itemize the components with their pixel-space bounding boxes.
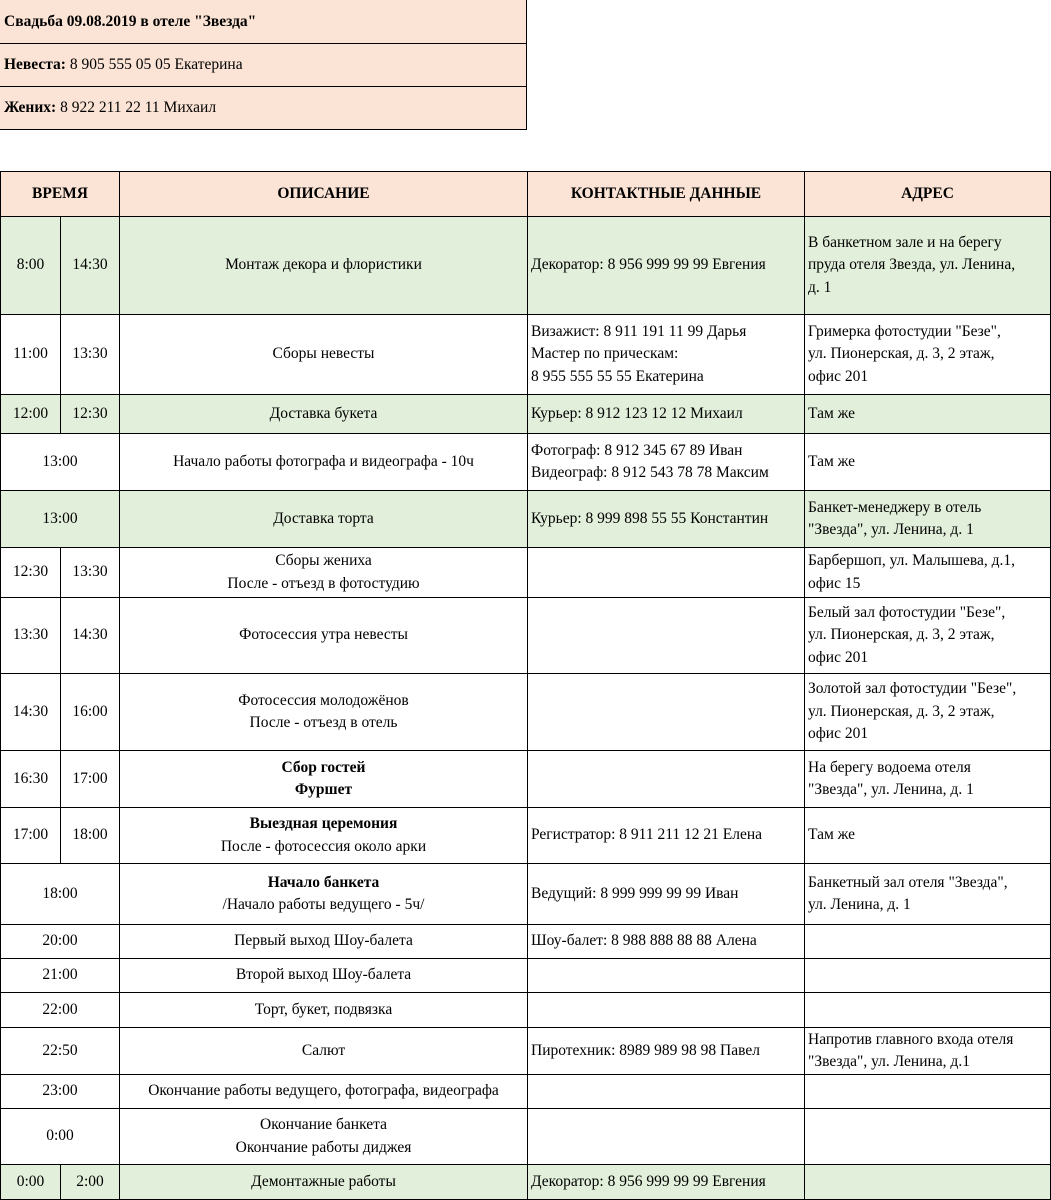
cell-line: Мастер по прическам: bbox=[531, 345, 679, 363]
cell-line: офис 15 bbox=[808, 574, 861, 592]
cell-line: В банкетном зале и на берегу bbox=[808, 233, 1002, 251]
address-cell bbox=[805, 1028, 1051, 1075]
end-time-cell: 17:00 bbox=[61, 751, 120, 808]
end-time-cell: 13:30 bbox=[61, 548, 120, 598]
cell-line: офис 201 bbox=[808, 725, 869, 743]
cell-line: Первый выход Шоу-балета bbox=[234, 932, 413, 950]
time-cell: 20:00 bbox=[1, 925, 120, 959]
cell-line: Визажист: 8 911 191 11 99 Дарья bbox=[531, 322, 747, 340]
cell-line: Напротив главного входа отеля bbox=[808, 1030, 1014, 1048]
cell-line: ул. Ленина, д. 1 bbox=[808, 896, 911, 913]
start-time-cell: 12:30 bbox=[1, 548, 61, 598]
contacts-cell bbox=[528, 925, 805, 959]
cell-line: Второй выход Шоу-балета bbox=[235, 966, 412, 984]
address-cell bbox=[805, 751, 1051, 808]
contacts-cell bbox=[528, 1165, 805, 1200]
cell-line: Золотой зал фотостудии "Безе", bbox=[808, 680, 1017, 698]
table-row bbox=[1, 959, 1051, 993]
start-time-cell: 12:00 bbox=[1, 395, 61, 434]
contacts-cell bbox=[528, 598, 805, 674]
contacts-cell bbox=[528, 548, 805, 598]
contacts-cell bbox=[528, 959, 805, 993]
cell-line: Белый зал фотостудии "Безе", bbox=[808, 603, 1006, 621]
cell-line: Фотосессия молодожёнов bbox=[238, 691, 409, 709]
cell-line: Барбершоп, ул. Малышева, д.1, bbox=[808, 552, 1016, 569]
address-cell bbox=[805, 959, 1051, 993]
cell-line: Курьер: 8 912 123 12 12 Михаил bbox=[531, 404, 743, 422]
header-description: ОПИСАНИЕ bbox=[120, 172, 528, 217]
cell-line: После - отъезд в фотостудию bbox=[227, 574, 420, 592]
cell-line: д. 1 bbox=[808, 278, 832, 296]
cell-line: Шоу-балет: 8 988 888 88 88 Алена bbox=[531, 932, 757, 950]
description-cell bbox=[120, 491, 528, 548]
cell-line: Ведущий: 8 999 999 99 99 Иван bbox=[531, 884, 739, 902]
address-cell bbox=[805, 548, 1051, 598]
time-cell: 0:00 bbox=[1, 1109, 120, 1165]
cell-line: Выездная церемония bbox=[249, 815, 398, 832]
table-row bbox=[1, 434, 1051, 491]
address-cell bbox=[805, 925, 1051, 959]
time-cell: 23:00 bbox=[1, 1075, 120, 1109]
cell-line: /Начало работы ведущего - 5ч/ bbox=[222, 896, 425, 913]
cell-line: Видеограф: 8 912 543 78 78 Максим bbox=[531, 464, 769, 481]
cell-line: "Звезда", ул. Ленина, д. 1 bbox=[808, 781, 974, 798]
description-cell bbox=[120, 674, 528, 751]
contacts-cell bbox=[528, 993, 805, 1028]
cell-line: Начало банкета bbox=[267, 873, 380, 891]
cell-line: Там же bbox=[808, 452, 856, 470]
cell-line: Банкетный зал отеля "Звезда", bbox=[808, 873, 1008, 891]
contacts-cell bbox=[528, 751, 805, 808]
header-time: ВРЕМЯ bbox=[1, 172, 120, 217]
cell-line: Монтаж декора и флористики bbox=[225, 256, 422, 274]
cell-line: ул. Пионерская, д. 3, 2 этаж, bbox=[808, 345, 995, 363]
table-row bbox=[1, 808, 1051, 864]
table-row bbox=[1, 751, 1051, 808]
address-cell bbox=[805, 434, 1051, 491]
cell-line: Фуршет bbox=[294, 781, 353, 798]
description-cell bbox=[120, 993, 528, 1028]
cell-line: Сбор гостей bbox=[281, 758, 366, 776]
bride-info: Невеста: 8 905 555 05 05 Екатерина bbox=[0, 44, 527, 87]
table-row bbox=[1, 217, 1051, 315]
cell-line: Начало работы фотографа и видеографа - 10ч bbox=[173, 452, 474, 470]
description-cell bbox=[120, 751, 528, 808]
description-cell bbox=[120, 1109, 528, 1165]
end-time-cell: 2:00 bbox=[61, 1165, 120, 1200]
table-row bbox=[1, 548, 1051, 598]
description-cell bbox=[120, 598, 528, 674]
end-time-cell: 14:30 bbox=[61, 217, 120, 315]
cell-line: Фотосессия утра невесты bbox=[239, 626, 408, 644]
cell-line: Фотограф: 8 912 345 67 89 Иван bbox=[531, 441, 743, 459]
address-cell bbox=[805, 1165, 1051, 1200]
cell-line: Сборы невесты bbox=[272, 345, 375, 363]
table-row bbox=[1, 1109, 1051, 1165]
time-cell: 22:00 bbox=[1, 993, 120, 1028]
header-contacts: КОНТАКТНЫЕ ДАННЫЕ bbox=[528, 172, 805, 217]
start-time-cell: 0:00 bbox=[1, 1165, 61, 1200]
event-title: Свадьба 09.08.2019 в отеле "Звезда" bbox=[0, 0, 527, 44]
start-time-cell: 11:00 bbox=[1, 315, 61, 395]
end-time-cell: 13:30 bbox=[61, 315, 120, 395]
description-cell bbox=[120, 864, 528, 925]
description-cell bbox=[120, 217, 528, 315]
cell-line: Гримерка фотостудии "Безе", bbox=[808, 322, 1001, 340]
table-row bbox=[1, 1075, 1051, 1109]
time-cell: 13:00 bbox=[1, 434, 120, 491]
start-time-cell: 17:00 bbox=[1, 808, 61, 864]
cell-line: Пиротехник: 8989 989 98 98 Павел bbox=[531, 1041, 760, 1059]
contacts-cell bbox=[528, 864, 805, 925]
event-header bbox=[0, 0, 527, 130]
table-row bbox=[1, 1028, 1051, 1075]
description-cell bbox=[120, 808, 528, 864]
cell-line: ул. Пионерская, д. 3, 2 этаж, bbox=[808, 702, 995, 720]
time-cell: 18:00 bbox=[1, 864, 120, 925]
table-row bbox=[1, 491, 1051, 548]
time-cell: 13:00 bbox=[1, 491, 120, 548]
cell-line: Окончание работы ведущего, фотографа, видеографа bbox=[148, 1082, 499, 1100]
end-time-cell: 16:00 bbox=[61, 674, 120, 751]
description-cell bbox=[120, 925, 528, 959]
contacts-cell bbox=[528, 217, 805, 315]
address-cell bbox=[805, 598, 1051, 674]
cell-line: Салют bbox=[301, 1041, 346, 1059]
cell-line: Демонтажные работы bbox=[251, 1172, 396, 1190]
table-header-row bbox=[1, 172, 1051, 217]
address-cell bbox=[805, 395, 1051, 434]
contacts-cell bbox=[528, 1109, 805, 1165]
cell-line: офис 201 bbox=[808, 648, 869, 666]
cell-line: Курьер: 8 999 898 55 55 Константин bbox=[531, 509, 769, 527]
description-cell bbox=[120, 959, 528, 993]
cell-line: офис 201 bbox=[808, 367, 869, 385]
start-time-cell: 14:30 bbox=[1, 674, 61, 751]
contacts-cell bbox=[528, 808, 805, 864]
table-row bbox=[1, 674, 1051, 751]
cell-line: После - отъезд в отель bbox=[249, 714, 398, 731]
cell-line: Там же bbox=[808, 404, 856, 422]
contacts-cell bbox=[528, 315, 805, 395]
cell-line: Доставка букета bbox=[269, 404, 378, 422]
address-cell bbox=[805, 1109, 1051, 1165]
address-cell bbox=[805, 993, 1051, 1028]
cell-line: Окончание работы диджея bbox=[235, 1138, 412, 1156]
cell-line: Торт, букет, подвязка bbox=[254, 1000, 393, 1018]
groom-info: Жених: 8 922 211 22 11 Михаил bbox=[0, 87, 527, 130]
end-time-cell: 14:30 bbox=[61, 598, 120, 674]
description-cell bbox=[120, 548, 528, 598]
contacts-cell bbox=[528, 674, 805, 751]
cell-line: Там же bbox=[808, 826, 856, 844]
cell-line: ул. Пионерская, д. 3, 2 этаж, bbox=[808, 626, 995, 644]
cell-line: Сборы жениха bbox=[275, 552, 372, 569]
contacts-cell bbox=[528, 1075, 805, 1109]
address-cell bbox=[805, 1075, 1051, 1109]
cell-line: "Звезда", ул. Ленина, д.1 bbox=[808, 1053, 970, 1070]
cell-line: Окончание банкета bbox=[260, 1116, 387, 1133]
description-cell bbox=[120, 1075, 528, 1109]
contacts-cell bbox=[528, 434, 805, 491]
description-cell bbox=[120, 434, 528, 491]
start-time-cell: 13:30 bbox=[1, 598, 61, 674]
cell-line: На берегу водоема отеля bbox=[808, 758, 971, 776]
table-row bbox=[1, 993, 1051, 1028]
schedule-table bbox=[0, 171, 1051, 1200]
cell-line: Декоратор: 8 956 999 99 99 Евгения bbox=[531, 256, 766, 274]
table-row bbox=[1, 864, 1051, 925]
description-cell bbox=[120, 395, 528, 434]
contacts-cell bbox=[528, 491, 805, 548]
description-cell bbox=[120, 1028, 528, 1075]
cell-line: Регистратор: 8 911 211 12 21 Елена bbox=[531, 826, 763, 844]
address-cell bbox=[805, 808, 1051, 864]
description-cell bbox=[120, 315, 528, 395]
cell-line: Доставка торта bbox=[273, 509, 374, 527]
table-row bbox=[1, 395, 1051, 434]
start-time-cell: 8:00 bbox=[1, 217, 61, 315]
header-address: АДРЕС bbox=[805, 172, 1051, 217]
address-cell bbox=[805, 674, 1051, 751]
cell-line: пруда отеля Звезда, ул. Ленина, bbox=[808, 256, 1016, 274]
table-row bbox=[1, 1165, 1051, 1200]
cell-line: Декоратор: 8 956 999 99 99 Евгения bbox=[531, 1172, 766, 1190]
end-time-cell: 12:30 bbox=[61, 395, 120, 434]
end-time-cell: 18:00 bbox=[61, 808, 120, 864]
address-cell bbox=[805, 315, 1051, 395]
address-cell bbox=[805, 864, 1051, 925]
cell-line: "Звезда", ул. Ленина, д. 1 bbox=[808, 521, 974, 538]
start-time-cell: 16:30 bbox=[1, 751, 61, 808]
address-cell bbox=[805, 491, 1051, 548]
time-cell: 21:00 bbox=[1, 959, 120, 993]
time-cell: 22:50 bbox=[1, 1028, 120, 1075]
table-row bbox=[1, 925, 1051, 959]
table-row bbox=[1, 315, 1051, 395]
description-cell bbox=[120, 1165, 528, 1200]
address-cell bbox=[805, 217, 1051, 315]
contacts-cell bbox=[528, 1028, 805, 1075]
cell-line: Банкет-менеджеру в отель bbox=[808, 498, 982, 516]
cell-line: 8 955 555 55 55 Екатерина bbox=[531, 367, 704, 385]
cell-line: После - фотосессия около арки bbox=[220, 837, 427, 855]
contacts-cell bbox=[528, 395, 805, 434]
table-row bbox=[1, 598, 1051, 674]
